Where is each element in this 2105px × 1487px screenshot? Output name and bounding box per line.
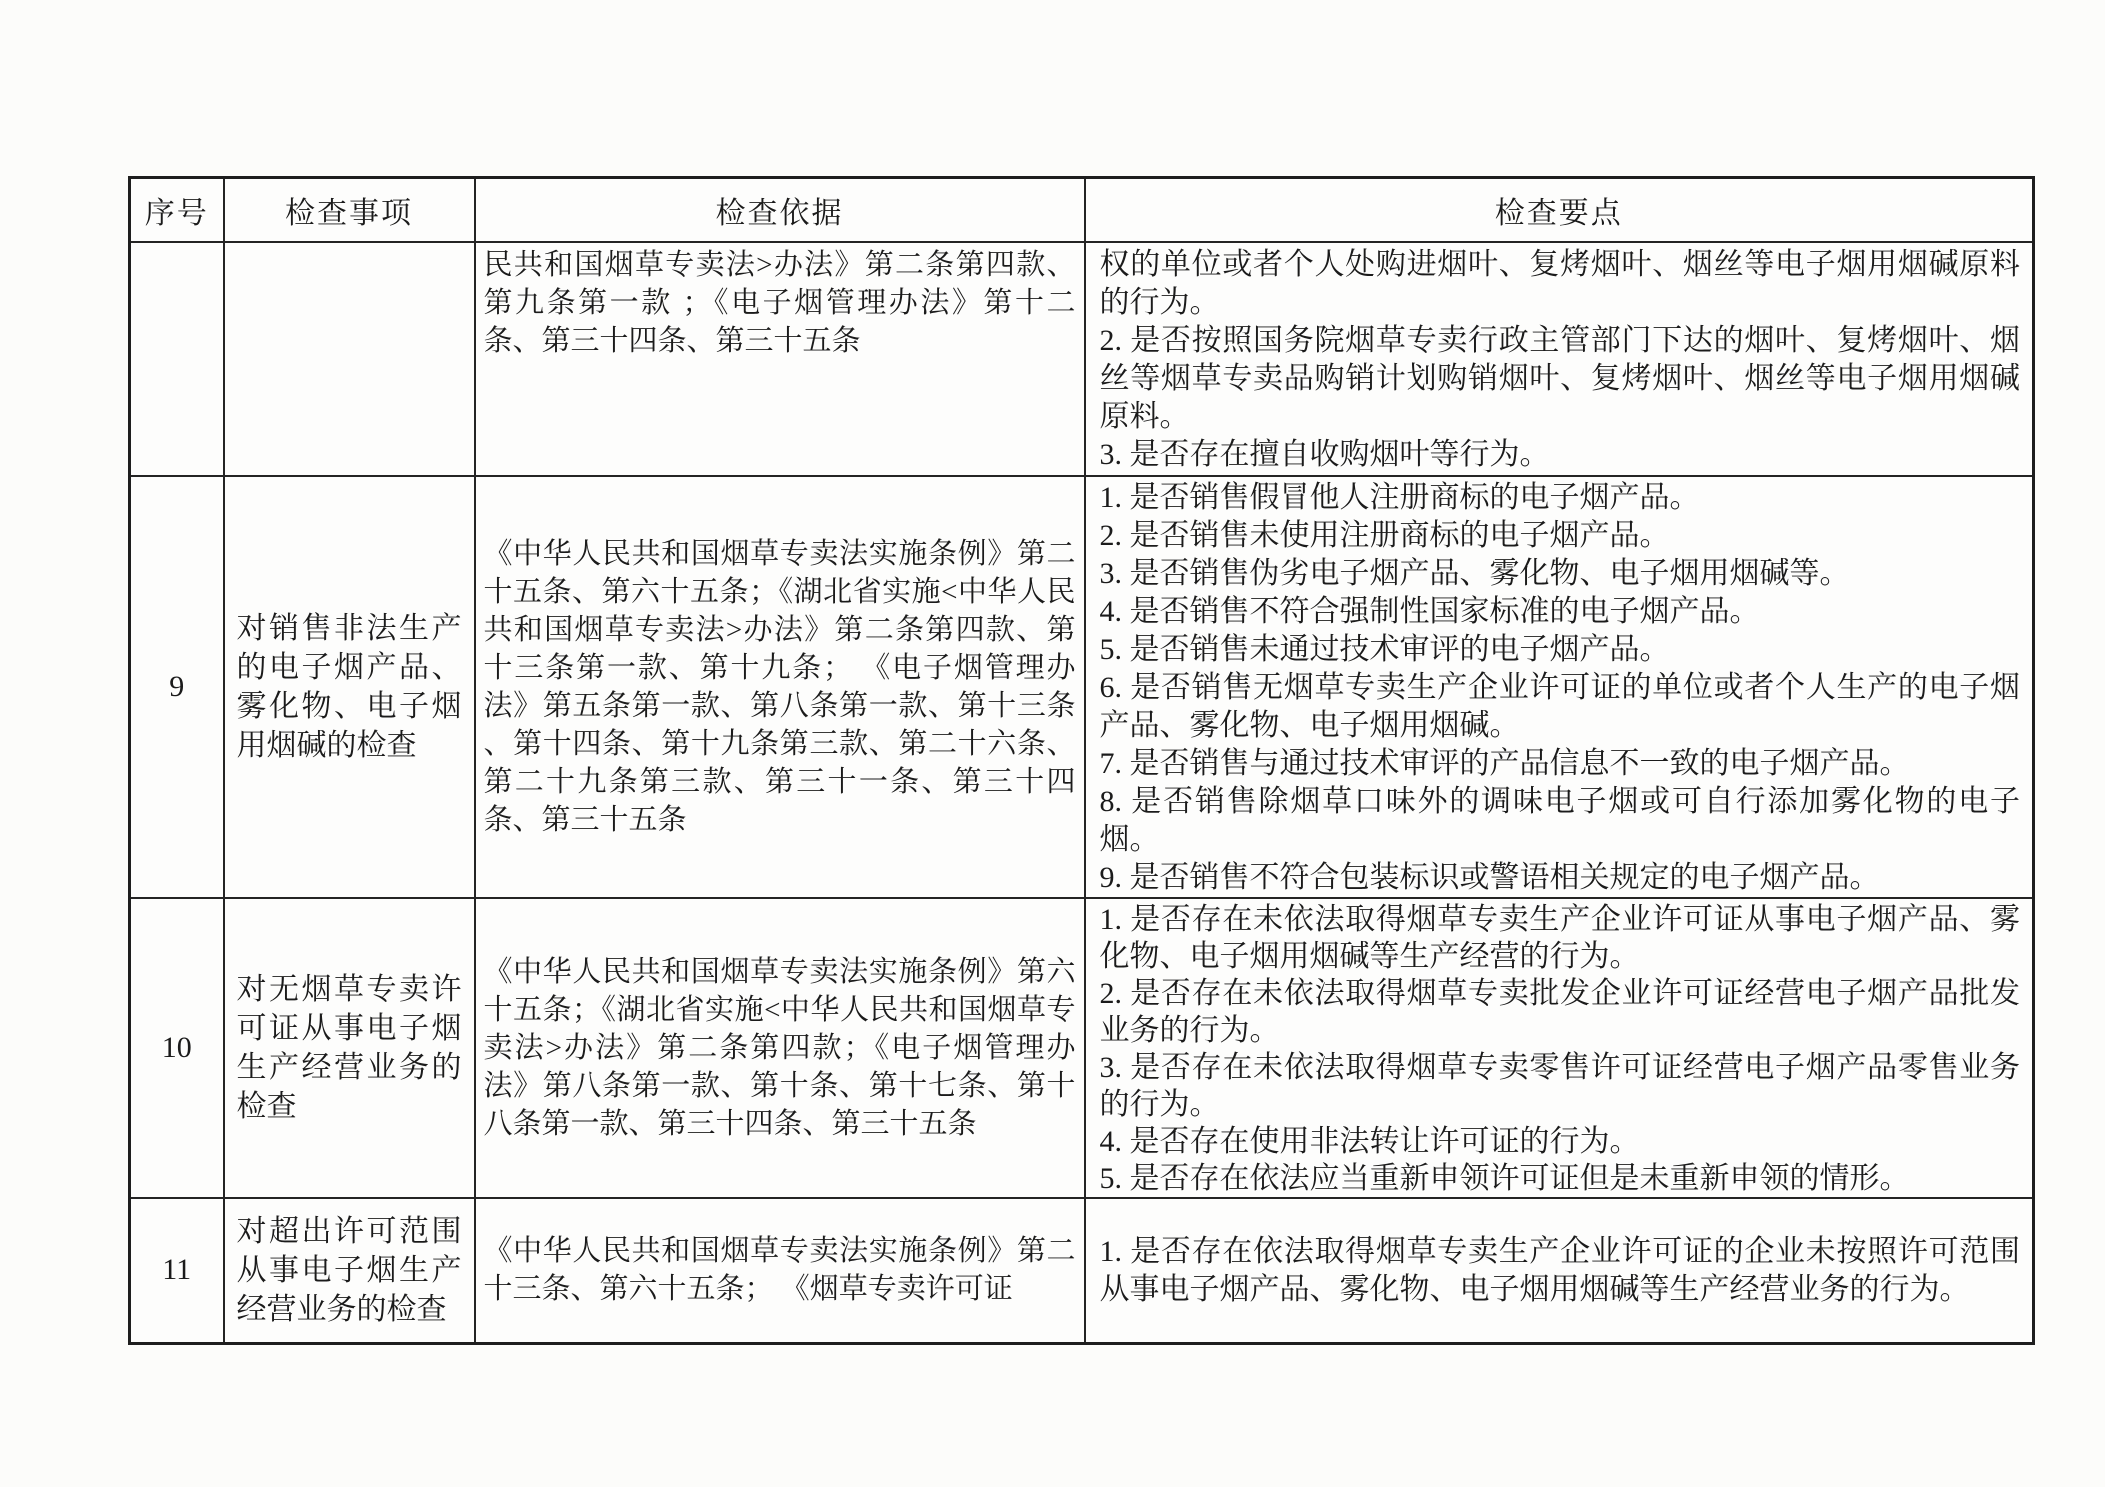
points-cell [1085,476,2034,898]
point-item: 权的单位或者个人处购进烟叶、复烤烟叶、烟丝等电子烟用烟碱原料的行为。 [1099,247,2020,319]
header-seq: 序号 [130,178,224,242]
point-item: 1. 是否存在未依法取得烟草专卖生产企业许可证从事电子烟产品、雾化物、电子烟用烟碱等生产经营的行为。 [1099,902,2020,973]
point-item: 7. 是否销售与通过技术审评的产品信息不一致的电子烟产品。 [1099,746,1910,780]
item-cell: 对无烟草专卖许可证从事电子烟生产经营业务的检查 [224,898,475,1198]
point-item: 9. 是否销售不符合包装标识或警语相关规定的电子烟产品。 [1099,860,1880,894]
seq-cell: 11 [130,1198,224,1344]
item-cell: 对销售非法生产的电子烟产品、雾化物、电子烟用烟碱的检查 [224,476,475,898]
seq-cell: 10 [130,898,224,1198]
point-item: 1. 是否销售假冒他人注册商标的电子烟产品。 [1099,480,1700,514]
header-basis: 检查依据 [475,178,1085,242]
basis-cell: 《中华人民共和国烟草专卖法实施条例》第二十五条、第六十五条；《湖北省实施<中华人民共和国烟草专卖法>办法》第二条第四款、第十三条第一款、第十九条； 《电子烟管理办法》第五条第一款、第八条第一款、第十三条 、第十四条、第十九条第三款、第二十六条、第二十九条第三款、第三十一条、第三十四条、第三十五条 [475,476,1085,898]
point-item: 3. 是否存在未依法取得烟草专卖零售许可证经营电子烟产品零售业务的行为。 [1099,1050,2020,1121]
table-row-10 [130,898,2034,1198]
table-row-11 [130,1198,2034,1344]
point-item: 2. 是否存在未依法取得烟草专卖批发企业许可证经营电子烟产品批发业务的行为。 [1099,976,2020,1047]
points-cell [1085,1198,2034,1344]
header-item: 检查事项 [224,178,475,242]
inspection-table [128,176,2035,1345]
item-cell: 对超出许可范围从事电子烟生产经营业务的检查 [224,1198,475,1344]
points-cell [1085,242,2034,476]
point-item: 5. 是否销售未通过技术审评的电子烟产品。 [1099,632,1670,666]
point-item: 4. 是否销售不符合强制性国家标准的电子烟产品。 [1099,594,1760,628]
point-item: 8. 是否销售除烟草口味外的调味电子烟或可自行添加雾化物的电子烟。 [1099,784,2020,856]
basis-cell: 《中华人民共和国烟草专卖法实施条例》第六十五条；《湖北省实施<中华人民共和国烟草专卖法>办法》第二条第四款；《电子烟管理办法》第八条第一款、第十条、第十七条、第十八条第一款、第三十四条、第三十五条 [475,898,1085,1198]
point-item: 3. 是否存在擅自收购烟叶等行为。 [1099,437,1550,471]
point-item: 1. 是否存在依法取得烟草专卖生产企业许可证的企业未按照许可范围从事电子烟产品、雾化物、电子烟用烟碱等生产经营业务的行为。 [1099,1235,2020,1307]
point-item: 2. 是否按照国务院烟草专卖行政主管部门下达的烟叶、复烤烟叶、烟丝等烟草专卖品购销计划购销烟叶、复烤烟叶、烟丝等电子烟用烟碱原料。 [1099,323,2020,433]
table-row-8-continuation [130,242,2034,476]
point-item: 5. 是否存在依法应当重新申领许可证但是未重新申领的情形。 [1099,1161,1910,1195]
header-points: 检查要点 [1085,178,2034,242]
basis-cell: 《中华人民共和国烟草专卖法实施条例》第二十三条、第六十五条； 《烟草专卖许可证 [475,1198,1085,1344]
points-cell [1085,898,2034,1198]
seq-cell [130,242,224,476]
point-item: 6. 是否销售无烟草专卖生产企业许可证的单位或者个人生产的电子烟产品、雾化物、电子烟用烟碱。 [1099,670,2020,742]
point-item: 3. 是否销售伪劣电子烟产品、雾化物、电子烟用烟碱等。 [1099,556,1850,590]
table-header-row [130,178,2034,242]
table-row-9 [130,476,2034,898]
seq-cell: 9 [130,476,224,898]
point-item: 4. 是否存在使用非法转让许可证的行为。 [1099,1124,1640,1158]
item-cell [224,242,475,476]
point-item: 2. 是否销售未使用注册商标的电子烟产品。 [1099,518,1670,552]
basis-cell: 民共和国烟草专卖法>办法》第二条第四款、第九条第一款 ；《电子烟管理办法》第十二条、第三十四条、第三十五条 [475,242,1085,476]
